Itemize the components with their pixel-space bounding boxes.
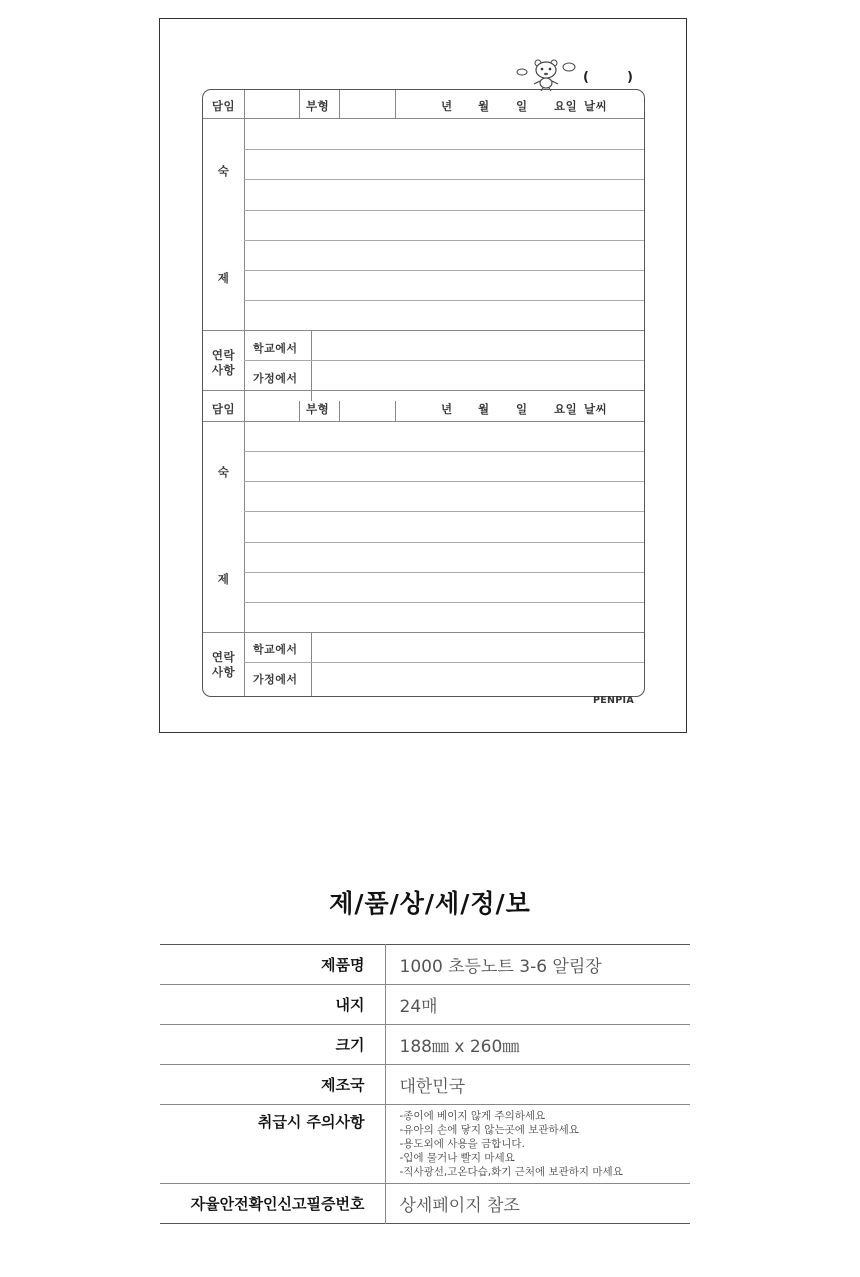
table-row bbox=[160, 1065, 690, 1105]
mascot-character-icon bbox=[516, 57, 576, 91]
safety-cert-key: 자율안전확인신고필증번호 bbox=[160, 1184, 385, 1224]
diary-section-2 bbox=[202, 401, 645, 697]
parent-label: 부형 bbox=[306, 99, 330, 113]
product-name-value: 1000 초등노트 3-6 알림장 bbox=[385, 945, 690, 985]
product-name-key: 제품명 bbox=[160, 945, 385, 985]
table-row bbox=[160, 1025, 690, 1065]
list-item: -입에 물거나 빨지 마세요 bbox=[399, 1152, 515, 1164]
homework-char-1: 숙 bbox=[217, 465, 230, 479]
month-label: 월 bbox=[478, 402, 490, 416]
day-label: 일 bbox=[516, 99, 528, 113]
parent-label: 부형 bbox=[306, 402, 330, 416]
list-item: -종이에 베이지 않게 주의하세요 bbox=[399, 1110, 546, 1122]
weekday-label: 요일 bbox=[554, 99, 578, 113]
month-label: 월 bbox=[478, 99, 490, 113]
table-row bbox=[160, 1184, 690, 1224]
size-value: 188㎜ x 260㎜ bbox=[385, 1025, 690, 1065]
sheet-count-key: 내지 bbox=[160, 985, 385, 1025]
homework-char-2: 제 bbox=[217, 572, 230, 586]
contact-label-line2: 사항 bbox=[211, 665, 236, 679]
list-item: -직사광선,고온다습,화기 근처에 보관하지 마세요 bbox=[399, 1166, 623, 1178]
notebook-page-image bbox=[159, 18, 687, 733]
list-item: -용도외에 사용을 금합니다. bbox=[399, 1138, 525, 1150]
homework-char-1: 숙 bbox=[217, 164, 230, 178]
year-label: 년 bbox=[441, 99, 453, 113]
name-paren-close: ) bbox=[627, 70, 633, 85]
product-info-title: 제/품/상/세/정/보 bbox=[329, 889, 531, 918]
from-school-label: 학교에서 bbox=[253, 342, 298, 355]
day-label: 일 bbox=[516, 402, 528, 416]
weekday-label: 요일 bbox=[554, 402, 578, 416]
origin-key: 제조국 bbox=[160, 1065, 385, 1105]
from-home-label: 가정에서 bbox=[253, 673, 298, 686]
handling-caution-value bbox=[385, 1105, 690, 1184]
from-school-label: 학교에서 bbox=[253, 643, 298, 656]
diary-section-1 bbox=[202, 89, 645, 401]
care-notes-list bbox=[400, 1105, 691, 1183]
year-label: 년 bbox=[441, 402, 453, 416]
homework-char-2: 제 bbox=[217, 271, 230, 285]
contact-label-line2: 사항 bbox=[211, 363, 236, 377]
contact-label-line1: 연락 bbox=[211, 650, 236, 664]
list-item: -유아의 손에 닿지 않는곳에 보관하세요 bbox=[399, 1124, 579, 1136]
origin-value: 대한민국 bbox=[385, 1065, 690, 1105]
table-row bbox=[160, 985, 690, 1025]
table-row bbox=[160, 945, 690, 985]
teacher-label: 담임 bbox=[211, 99, 236, 113]
weather-label: 날씨 bbox=[584, 402, 608, 416]
handling-caution-key: 취급시 주의사항 bbox=[160, 1105, 385, 1184]
size-key: 크기 bbox=[160, 1025, 385, 1065]
brand-logo-text: PENPIA bbox=[592, 695, 634, 706]
product-info-table bbox=[160, 944, 690, 1224]
table-row bbox=[160, 1105, 690, 1184]
sheet-count-value: 24매 bbox=[385, 985, 690, 1025]
contact-label-line1: 연락 bbox=[211, 348, 236, 362]
weather-label: 날씨 bbox=[584, 99, 608, 113]
teacher-label: 담임 bbox=[211, 402, 236, 416]
name-paren-open: ( bbox=[583, 70, 589, 85]
safety-cert-value: 상세페이지 참조 bbox=[399, 1196, 520, 1216]
from-home-label: 가정에서 bbox=[253, 372, 298, 385]
